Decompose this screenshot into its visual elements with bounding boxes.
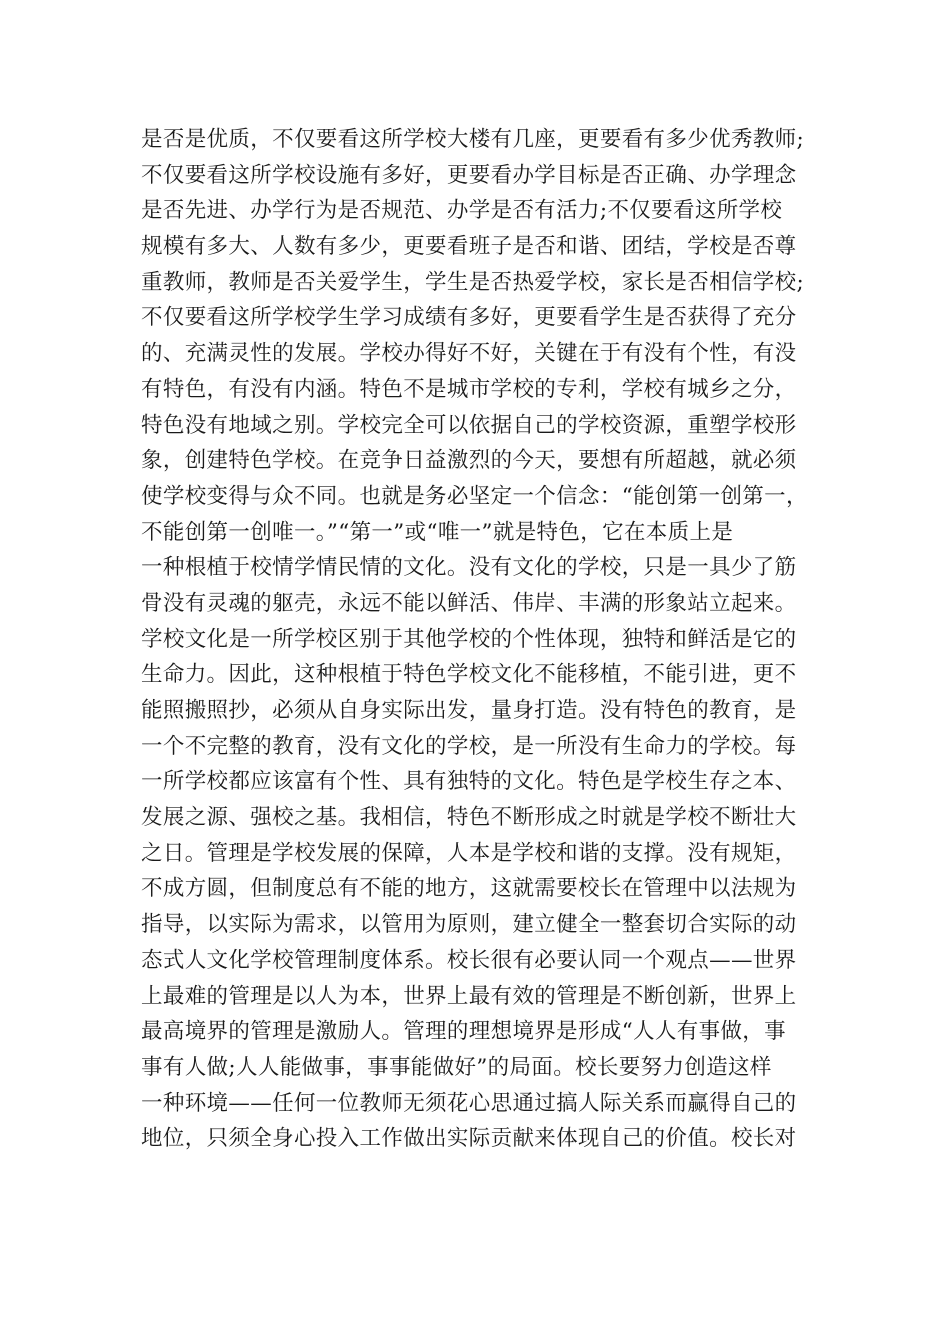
- text-line: 规模有多大、人数有多少，更要看班子是否和谐、团结，学校是否尊: [141, 234, 797, 260]
- text-line: 之日。管理是学校发展的保障，人本是学校和谐的支撑。没有规矩，: [141, 840, 797, 866]
- text-line: 地位，只须全身心投入工作做出实际贡献来体现自己的价值。校长对: [141, 1126, 797, 1152]
- text-line: 一种环境——任何一位教师无须花心思通过搞人际关系而赢得自己的: [141, 1090, 797, 1116]
- text-line: 一个不完整的教育，没有文化的学校，是一所没有生命力的学校。每: [141, 733, 797, 759]
- text-line: 学校文化是一所学校区别于其他学校的个性体现，独特和鲜活是它的: [141, 626, 797, 652]
- text-line: 能照搬照抄，必须从自身实际出发，量身打造。没有特色的教育，是: [141, 698, 797, 723]
- text-line: 不仅要看这所学校设施有多好，更要看办学目标是否正确、办学理念: [141, 162, 797, 188]
- text-line: 是否是优质，不仅要看这所学校大楼有几座，更要看有多少优秀教师;: [141, 127, 805, 152]
- text-line: 重教师，教师是否关爱学生，学生是否热爱学校，家长是否相信学校;: [141, 269, 805, 295]
- text-line: 生命力。因此，这种根植于特色学校文化不能移植，不能引进，更不: [141, 662, 797, 688]
- text-line: 事有人做;人人能做事，事事能做好”的局面。校长要努力创造这样: [141, 1054, 772, 1080]
- text-line: 不成方圆，但制度总有不能的地方，这就需要校长在管理中以法规为: [141, 876, 797, 902]
- text-line: 使学校变得与众不同。也就是务必坚定一个信念：“能创第一创第一，: [141, 483, 808, 509]
- text-line: 态式人文化学校管理制度体系。校长很有必要认同一个观点——世界: [141, 947, 797, 973]
- body-text: [141, 122, 831, 1157]
- text-line: 有特色，有没有内涵。特色不是城市学校的专利，学校有城乡之分，: [141, 376, 797, 402]
- text-line: 骨没有灵魂的躯壳，永远不能以鲜活、伟岸、丰满的形象站立起来。: [141, 590, 797, 616]
- text-line: 指导，以实际为需求，以管用为原则，建立健全一整套切合实际的动: [141, 912, 797, 938]
- text-line: 的、充满灵性的发展。学校办得好不好，关键在于有没有个性，有没: [141, 341, 797, 367]
- text-line: 不仅要看这所学校学生学习成绩有多好，更要看学生是否获得了充分: [141, 305, 797, 331]
- text-line: 是否先进、办学行为是否规范、办学是否有活力;不仅要看这所学校: [141, 198, 783, 224]
- text-line: 上最难的管理是以人为本，世界上最有效的管理是不断创新，世界上: [141, 983, 797, 1009]
- text-line: 最高境界的管理是激励人。管理的理想境界是形成“人人有事做，事: [141, 1019, 786, 1045]
- text-line: 一所学校都应该富有个性、具有独特的文化。特色是学校生存之本、: [141, 769, 797, 795]
- text-line: 特色没有地域之别。学校完全可以依据自己的学校资源，重塑学校形: [141, 412, 797, 438]
- text-line: 象，创建特色学校。在竞争日益激烈的今天，要想有所超越，就必须: [141, 448, 797, 474]
- text-line: 发展之源、强校之基。我相信，特色不断形成之时就是学校不断壮大: [141, 805, 797, 831]
- text-line: 一种根植于校情学情民情的文化。没有文化的学校，只是一具少了筋: [141, 555, 797, 581]
- text-line: 不能创第一创唯一。”“第一”或“唯一”就是特色，它在本质上是: [141, 519, 734, 545]
